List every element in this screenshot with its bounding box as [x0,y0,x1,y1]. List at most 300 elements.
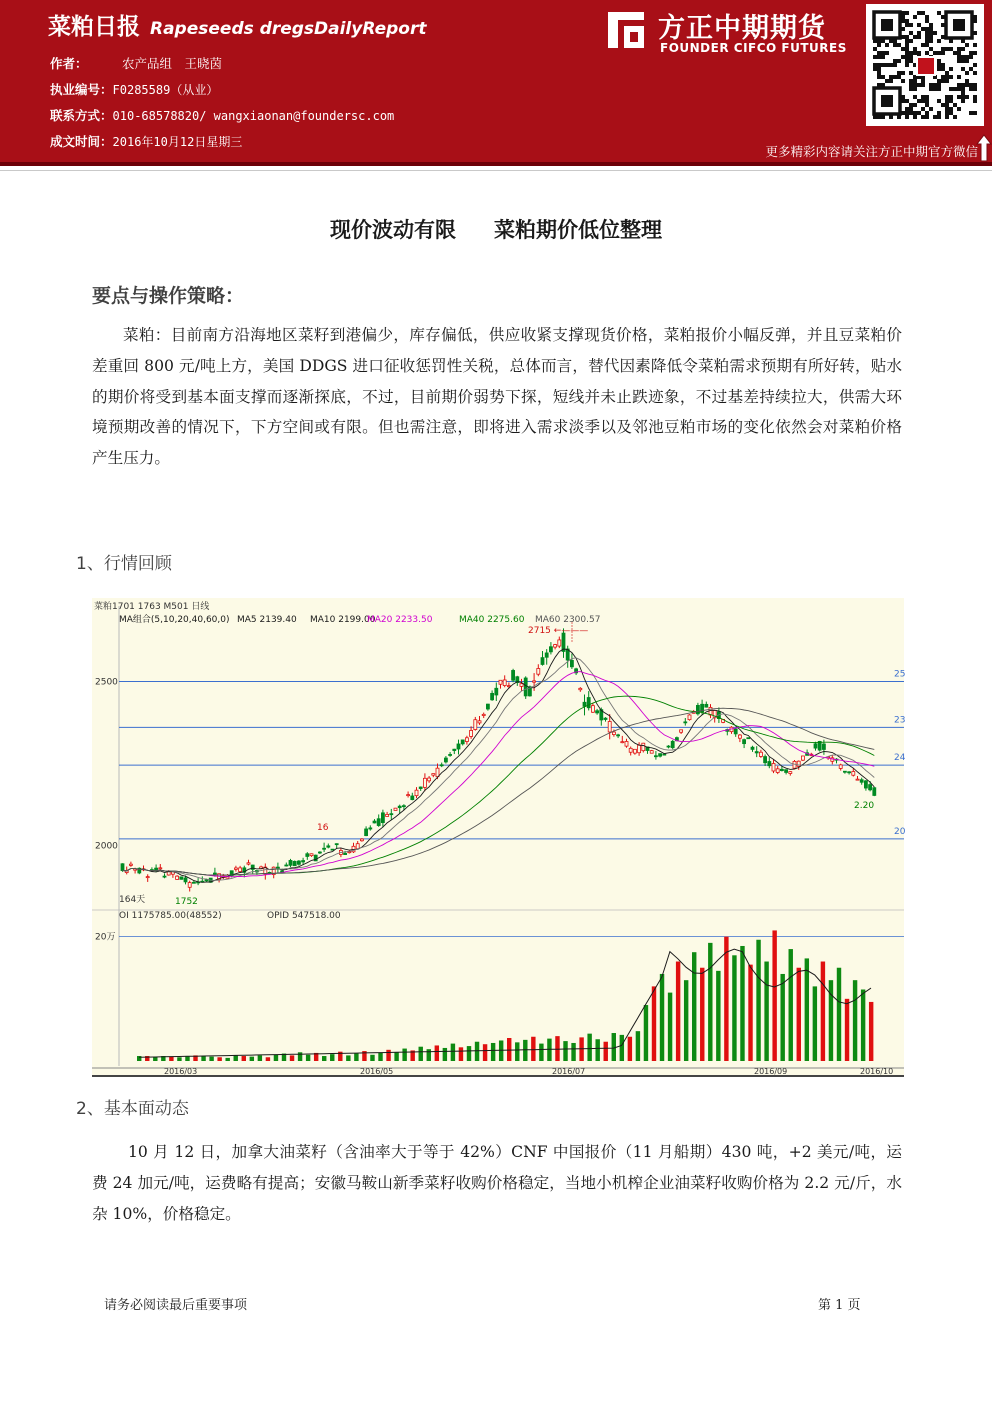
candle-body [247,863,250,864]
qr-module [921,115,925,119]
candle-body [772,763,775,771]
candle-body [688,715,691,720]
candle-body [470,730,473,736]
qr-module [913,47,917,51]
volume-bar [290,1055,294,1061]
qr-module [925,43,929,47]
candle-body [533,681,536,682]
qr-module [961,67,965,71]
qr-module [961,55,965,59]
candle-body [331,849,334,850]
volume-bar [169,1057,173,1061]
candle-body [822,744,825,749]
volume-bar [427,1049,431,1061]
qr-module [953,51,957,55]
candle-body [423,778,426,787]
annotation-low: 1752 [175,897,198,907]
qr-module [945,107,949,111]
fundamentals-paragraph: 10 月 12 日，加拿大油菜籽（含油率大于等于 42%）CNF 中国报价（11 月船期）430 吨，+2 美元/吨，运费 24 加元/吨，运费略有提高；安徽马鞍山新季菜籽收购价格稳定，当地小机榨企业油菜籽收购价格为 2.2 元/斤，水杂 10%，价格稳定。 [92,1143,902,1223]
candle-body [318,852,321,853]
qr-module [933,87,937,91]
qr-module [913,115,917,119]
qr-module [925,115,929,119]
company-logo: 方正中期期货 FOUNDER CIFCO FUTURES [604,8,854,58]
candle-body [785,770,788,773]
qr-module [925,35,929,39]
qr-module [905,39,909,43]
volume-bar [789,949,793,1061]
qr-module [949,75,953,79]
qr-module [889,75,893,79]
candle-body [457,744,460,749]
section-strategy-heading: 要点与操作策略： [92,285,245,307]
qr-module [973,99,977,103]
annotation-last: 2.20 [854,801,875,811]
qr-module [949,67,953,71]
date-line: 成文时间：2016年10月12日星期三 [50,134,243,149]
candle-body [146,877,149,878]
candle-body [344,853,347,854]
volume-bar [837,968,841,1061]
ma-legend-item: MA5 2139.40 [237,615,297,625]
qr-module [901,55,905,59]
qr-module [949,107,953,111]
volume-bar [242,1056,246,1061]
candle-body [486,704,489,709]
qr-module [909,51,913,55]
candle-body [843,771,846,772]
document-title: 现价波动有限 菜粕期价低位整理 [330,218,662,242]
candle-body [121,864,124,871]
volume-bar [258,1055,262,1061]
candle-body [180,877,183,879]
candle-body [407,795,410,796]
qr-module [969,67,973,71]
qr-module [969,111,973,115]
qr-module [937,67,941,71]
qr-module [965,43,969,47]
qr-module [933,31,937,35]
qr-module [973,51,977,55]
qr-module [925,111,929,115]
qr-module [905,55,909,59]
volume-bar [515,1042,519,1061]
volume-bar [234,1055,238,1061]
qr-module [937,39,941,43]
qr-module [909,31,913,35]
qr-module [957,83,961,87]
qr-module [965,55,969,59]
qr-module [929,31,933,35]
qr-module [917,11,921,15]
qr-module [945,71,949,75]
volume-bar [740,946,744,1061]
reference-line-label: 24 [894,753,906,764]
volume-bar [732,955,736,1061]
qr-module [929,87,933,91]
qr-module [909,23,913,27]
qr-module [929,35,933,39]
candle-body [234,868,237,869]
volume-bar [274,1055,278,1061]
qr-module [953,103,957,107]
candle-body [734,729,737,734]
qr-module [929,27,933,31]
qr-module [937,111,941,115]
qr-module [925,15,929,19]
candle-body [323,848,326,849]
candle-body [705,704,708,707]
report-header [0,0,992,162]
candle-body [491,693,494,699]
qr-module [941,63,945,67]
qr-finder [881,95,893,107]
qr-module [965,79,969,83]
qr-module [877,43,881,47]
qr-module [905,115,909,119]
qr-module [945,103,949,107]
candle-body [503,680,506,686]
qr-module [909,83,913,87]
qr-module [969,87,973,91]
qr-module [917,83,921,87]
candle-body [537,668,540,674]
ma-legend-item: MA40 2275.60 [459,615,525,625]
volume-bar [298,1052,302,1061]
candle-body [365,829,368,836]
candle-body [776,769,779,773]
qr-module [945,75,949,79]
volume-bar [692,952,696,1061]
y-tick-label: 2500 [95,677,118,688]
volume-bar [225,1058,229,1061]
qr-module [913,35,917,39]
qr-module [965,95,969,99]
qr-module [957,107,961,111]
qr-module [877,55,881,59]
qr-module [925,39,929,43]
volume-bar [797,968,801,1061]
candle-body [419,787,422,789]
candle-body [482,714,485,715]
volume-bar [346,1055,350,1061]
volume-bar [684,980,688,1061]
candle-body [839,765,842,769]
volume-bar [708,943,712,1061]
qr-module [913,15,917,19]
qr-module [905,47,909,51]
qr-module [925,19,929,23]
volume-bar [177,1057,181,1061]
candle-body [188,883,191,888]
candle-body [663,754,666,755]
volume-bar [644,1005,648,1061]
candle-body [659,754,662,757]
candle-body [625,741,628,746]
volume-bar [451,1044,455,1061]
candle-body [524,678,527,696]
volume-bar [523,1040,527,1061]
candle-body [377,819,380,826]
qr-module [933,83,937,87]
volume-bar [700,968,704,1061]
qr-module [893,75,897,79]
candle-body [428,778,431,781]
qr-module [873,67,877,71]
candle-body [176,876,179,879]
logo-mark-icon [604,8,648,52]
qr-module [909,107,913,111]
reference-line-label: 23 [894,715,906,726]
candle-body [604,718,607,719]
section-market-review: 1、行情回顾 [76,554,172,574]
qr-module [909,87,913,91]
volume-bar [201,1056,205,1061]
qr-module [909,39,913,43]
candle-body [436,768,439,776]
qr-module [925,31,929,35]
candle-body [591,706,594,713]
qr-code [866,4,984,126]
qr-module [937,79,941,83]
x-tick-label: 2016/07 [552,1067,586,1076]
candle-body [680,730,683,732]
qr-module [921,99,925,103]
qr-module [949,111,953,115]
qr-module [941,47,945,51]
candle-body [549,647,552,652]
candle-body [696,705,699,713]
candle-body [755,752,758,753]
volume-bar [370,1055,374,1061]
volume-bar [668,993,672,1061]
volume-bar [531,1037,535,1061]
report-title: 菜粕日报 Rapeseeds dregsDailyReport [48,14,427,40]
qr-module [925,27,929,31]
volume-bar [402,1049,406,1061]
candle-body [394,808,397,810]
qr-module [973,95,977,99]
candle-body [751,747,754,749]
qr-module [893,59,897,63]
qr-module [929,23,933,27]
qr-module [897,43,901,47]
qr-module [925,95,929,99]
candle-body [801,756,804,760]
candle-body [310,854,313,856]
qr-module [905,23,909,27]
volume-bar [620,1035,624,1061]
y-tick-label: 2000 [95,841,118,852]
candle-body [335,844,338,845]
volume-bar [507,1038,511,1061]
qr-module [969,83,973,87]
qr-module [909,55,913,59]
candle-body [759,752,762,756]
candle-body [520,684,523,687]
volume-bar [604,1042,608,1061]
qr-module [973,111,977,115]
qr-module [877,67,881,71]
qr-module [921,79,925,83]
volume-bar [491,1043,495,1061]
qr-module [937,87,941,91]
qr-module [929,83,933,87]
qr-module [905,111,909,115]
qr-module [945,115,949,119]
candle-body [780,769,783,770]
x-tick-label: 2016/05 [360,1067,394,1076]
qr-module [917,99,921,103]
qr-module [913,87,917,91]
qr-module [933,115,937,119]
header-divider [0,162,992,166]
volume-bar [716,971,720,1061]
qr-module [957,75,961,79]
qr-finder [953,19,965,31]
qr-module [897,59,901,63]
qr-module [877,51,881,55]
qr-module [889,79,893,83]
candle-body [444,758,447,762]
volume-bar [660,974,664,1061]
candle-body [642,743,645,750]
candle-body [856,779,859,780]
volume-bar [378,1053,382,1061]
qr-module [949,99,953,103]
candle-body [852,772,855,776]
follow-text: 更多精彩内容请关注方正中期官方微信 [765,144,978,159]
volume-bar [853,980,857,1061]
qr-module [917,51,921,55]
candle-body [192,882,195,883]
volume-bar [724,937,728,1061]
candle-body [608,721,611,732]
qr-module [937,59,941,63]
qr-module [957,59,961,63]
qr-module [905,19,909,23]
qr-module [973,83,977,87]
qr-module [885,51,889,55]
qr-module [913,51,917,55]
qr-module [957,87,961,91]
qr-module [941,75,945,79]
candle-body [184,878,187,882]
candle-body [638,745,641,753]
candle-body [570,660,573,666]
qr-module [921,27,925,31]
author-line: 作者： 农产品组 王晓茵 [50,56,223,71]
qr-module [953,115,957,119]
volume-bar [772,930,776,1061]
qr-module [913,79,917,83]
volume-bar [217,1057,221,1061]
qr-module [893,43,897,47]
candle-body [869,785,872,790]
qr-module [921,83,925,87]
qr-module [941,103,945,107]
qr-module [961,99,965,103]
candle-body [617,735,620,736]
annotation-high: 2715 ←——— [528,626,589,636]
qr-logo-icon [918,58,934,74]
qr-module [905,107,909,111]
candle-body [453,749,456,750]
page-number: 第 1 页 [818,1298,861,1313]
volume-bar [813,986,817,1061]
qr-module [957,47,961,51]
qr-module [969,51,973,55]
volume-bar [748,965,752,1061]
candle-body [789,772,792,774]
candle-body [289,860,292,865]
qr-module [965,83,969,87]
candle-body [449,754,452,755]
x-tick-label: 2016/10 [860,1067,894,1076]
candle-body [671,741,674,747]
qr-module [881,51,885,55]
qr-module [957,95,961,99]
candle-body [650,751,653,754]
candle-body [129,864,132,865]
section-fundamentals: 2、基本面动态 [76,1099,189,1119]
volume-bar [419,1047,423,1061]
candle-body [478,721,481,723]
qr-module [945,111,949,115]
qr-module [881,75,885,79]
qr-finder [881,19,893,31]
candle-body [764,757,767,763]
qr-module [949,95,953,99]
oi-legend: OI 1175785.00(48552) [119,911,222,921]
qr-module [949,47,953,51]
qr-module [933,51,937,55]
volume-bar [628,1037,632,1061]
volume-bar [330,1054,334,1061]
qr-module [965,71,969,75]
volume-bar [636,1031,640,1061]
qr-module [925,103,929,107]
qr-module [973,63,977,67]
qr-module [945,47,949,51]
qr-module [937,99,941,103]
candle-body [654,756,657,757]
qr-module [877,71,881,75]
qr-module [941,51,945,55]
qr-module [873,55,877,59]
volume-bar [539,1044,543,1061]
qr-module [873,63,877,67]
qr-module [961,47,965,51]
qr-module [901,79,905,83]
qr-module [937,115,941,119]
ma-legend-item: MA10 2199.00 [310,615,376,625]
candle-body [633,749,636,753]
qr-module [961,95,965,99]
qr-module [917,111,921,115]
qr-module [885,43,889,47]
strategy-paragraph: 菜粕：目前南方沿海地区菜籽到港偏少，库存偏低，供应收紧支撑现货价格，菜粕报价小幅反弹，并且豆菜粕价差重回 800 元/吨上方，美国 DDGS 进口征收惩罚性关税，总体而言，替代因素降低令菜粕需求预期有所好转，贴水的期价将受到基本面支撑而逐渐探底，不过，目前期价弱势下探，短线并未止跌迹象，不过基差持续拉大，供需大环境预期改善的情况下，下方空间或有限。但也需注意，即将进入需求淡季以及邻池豆粕市场的变化依然会对菜粕价格产生压力。 [92,326,902,468]
candle-body [629,748,632,752]
qr-module [921,95,925,99]
candle-body [558,640,561,646]
volume-bar [443,1048,447,1061]
footer-notice: 请务必阅读最后重要事项 [104,1298,248,1313]
qr-module [905,11,909,15]
qr-module [961,59,965,63]
qr-module [929,107,933,111]
volume-bar [386,1050,390,1061]
